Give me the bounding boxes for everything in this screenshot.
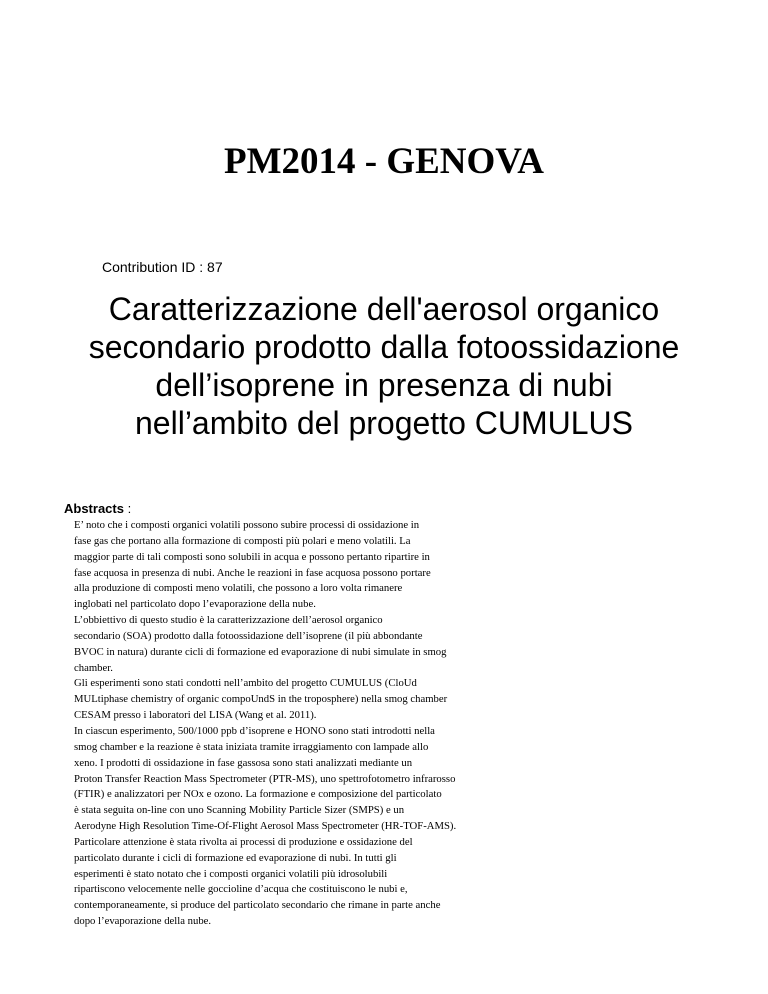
abstract-line: Aerodyne High Resolution Time-Of-Flight Aerosol Mass Spectrometer (HR-TOF-AMS).	[74, 820, 457, 833]
abstract-line: fase gas che portano alla formazione di composti più polari e meno volatili. La	[74, 534, 411, 547]
abstract-line: MULtiphase chemistry of organic compoUndS in the troposphere) nella smog chamber	[74, 693, 448, 706]
abstract-line: esperimenti è stato notato che i composti organici volatili più idrosolubili	[74, 867, 388, 880]
abstract-line: BVOC in natura) durante cicli di formazione ed evaporazione di nubi simulate in smog	[74, 645, 447, 658]
abstract-heading-separator: :	[123, 501, 132, 516]
abstract-line: particolato durante i cicli di formazione ed evaporazione di nubi. In tutti gli	[74, 851, 397, 864]
paper-title: Caratterizzazione dell'aerosol organico secondario prodotto dalla fotoossidazione dell’isoprene in presenza di nubi nell’ambito del progetto CUMULUS	[88, 291, 680, 441]
contribution-id: Contribution ID : 87	[102, 259, 223, 275]
abstract-line: contemporaneamente, si produce del particolato secondario che rimane in parte anche	[74, 899, 441, 912]
abstract-line: CESAM presso i laboratori del LISA (Wang et al. 2011).	[74, 709, 317, 722]
abstract-heading: Abstracts	[64, 501, 124, 516]
abstract-heading-row	[64, 501, 131, 517]
abstract-body	[74, 518, 634, 930]
abstract-line: fase acquosa in presenza di nubi. Anche le reazioni in fase acquosa possono portare	[74, 566, 431, 579]
abstract-line: (FTIR) e analizzatori per NOx e ozono. La formazione e composizione del particolato	[74, 788, 442, 801]
abstract-line: smog chamber e la reazione è stata iniziata tramite irraggiamento con lampade allo	[74, 740, 429, 753]
abstract-line: inglobati nel particolato dopo l’evaporazione della nube.	[74, 598, 316, 611]
abstract-line: chamber.	[74, 661, 113, 674]
abstract-line: ripartiscono velocemente nelle goccioline d’acqua che costituiscono le nubi e,	[74, 883, 408, 896]
abstract-line: Particolare attenzione è stata rivolta ai processi di produzione e ossidazione del	[74, 835, 413, 848]
abstract-line: è stata seguita on-line con uno Scanning Mobility Particle Sizer (SMPS) e un	[74, 804, 405, 817]
abstract-line: Proton Transfer Reaction Mass Spectrometer (PTR-MS), uno spettrofotometro infrarosso	[74, 772, 456, 785]
abstract-line: dopo l’evaporazione della nube.	[74, 915, 212, 928]
abstract-line: Gli esperimenti sono stati condotti nell’ambito del progetto CUMULUS (CloUd	[74, 677, 417, 690]
abstract-line: E’ noto che i composti organici volatili possono subire processi di ossidazione in	[74, 519, 420, 531]
abstract-line: xeno. I prodotti di ossidazione in fase gassosa sono stati analizzati mediante un	[74, 756, 413, 769]
abstract-line: In ciascun esperimento, 500/1000 ppb d’isoprene e HONO sono stati introdotti nella	[74, 724, 435, 737]
conference-title: PM2014 - GENOVA	[224, 141, 544, 182]
abstract-line: L’obbiettivo di questo studio è la caratterizzazione dell’aerosol organico	[74, 614, 383, 627]
abstract-line: maggior parte di tali composti sono solubili in acqua e possono pertanto ripartire in	[74, 550, 430, 563]
abstract-line: alla produzione di composti meno volatili, che possono a loro volta rimanere	[74, 582, 403, 595]
abstract-line: secondario (SOA) prodotto dalla fotoossidazione dell’isoprene (il più abbondante	[74, 629, 423, 642]
